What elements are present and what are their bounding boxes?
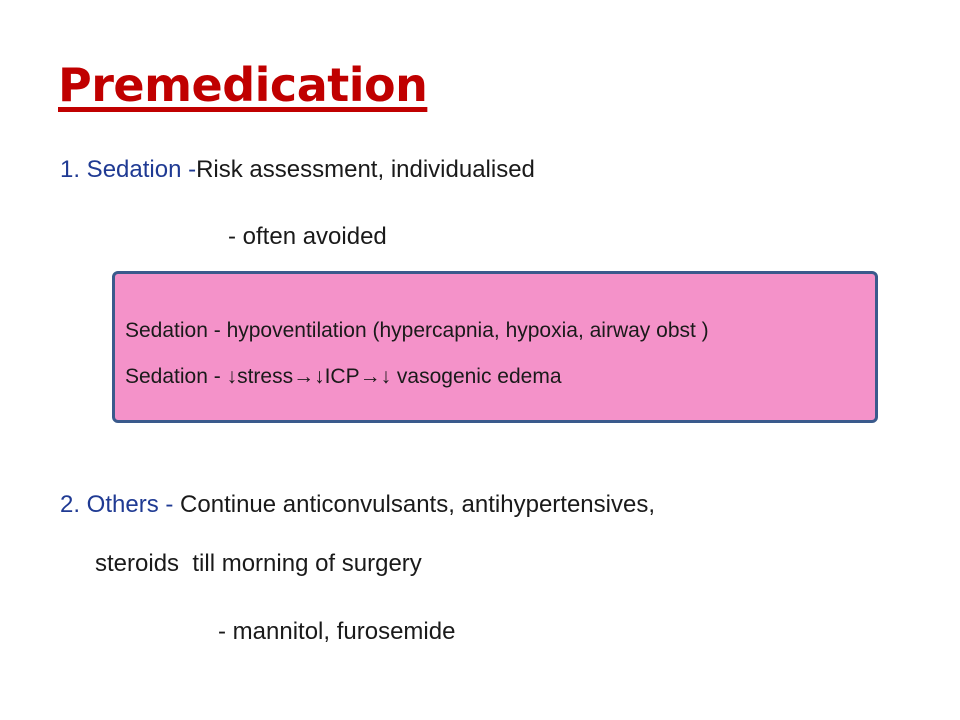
slide-title: Premedication: [58, 58, 428, 112]
others-point: [60, 490, 655, 520]
sedation-text: Risk assessment, individualised: [196, 156, 535, 183]
note-line-hypoventilation: Sedation - hypoventilation (hypercapnia, hypoxia, airway obst ): [125, 319, 709, 342]
others-continuation: steroids till morning of surgery: [95, 550, 422, 577]
others-subpoint: - mannitol, furosemide: [218, 618, 456, 645]
sedation-note-box: [112, 271, 878, 423]
note-line-stress: Sedation - ↓stress→↓ICP→↓ vasogenic edema: [125, 365, 562, 388]
sedation-heading: 1. Sedation -: [60, 156, 197, 183]
sedation-subpoint: - often avoided: [228, 223, 387, 250]
sedation-point: [60, 155, 535, 185]
others-heading: 2. Others -: [60, 491, 174, 518]
others-text: Continue anticonvulsants, antihypertensives,: [180, 491, 655, 518]
